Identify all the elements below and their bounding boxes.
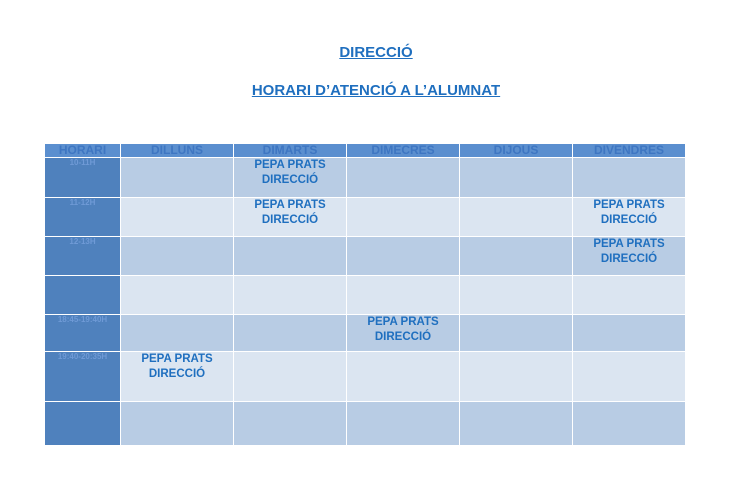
schedule-cell — [347, 198, 460, 237]
schedule-cell — [121, 402, 234, 446]
table-row — [45, 402, 686, 446]
schedule-cell — [460, 315, 573, 352]
schedule-table — [44, 143, 686, 446]
schedule-cell: PEPA PRATS DIRECCIÓ — [347, 315, 460, 352]
time-slot-cell: 10-11H — [45, 158, 121, 198]
schedule-cell — [573, 315, 686, 352]
column-header-divendres: DIVENDRES — [573, 144, 686, 158]
schedule-cell — [121, 198, 234, 237]
time-slot-cell: 12-13H — [45, 237, 121, 276]
schedule-cell — [573, 352, 686, 402]
schedule-cell: PEPA PRATS DIRECCIÓ — [234, 158, 347, 198]
schedule-cell — [347, 276, 460, 315]
schedule-cell — [460, 276, 573, 315]
time-slot-cell — [45, 276, 121, 315]
table-row — [45, 198, 686, 237]
schedule-cell — [460, 237, 573, 276]
time-slot-cell: 11-12H — [45, 198, 121, 237]
schedule-cell — [234, 237, 347, 276]
schedule-cell — [573, 158, 686, 198]
schedule-cell — [573, 402, 686, 446]
time-slot-cell — [45, 402, 121, 446]
page-subtitle: HORARI D’ATENCIÓ A L’ALUMNAT — [251, 82, 501, 99]
column-header-horari: HORARI — [45, 144, 121, 158]
schedule-cell — [573, 276, 686, 315]
table-row — [45, 158, 686, 198]
time-slot-cell: 19:40-20:35H — [45, 352, 121, 402]
time-slot-cell: 18:45-19:40H — [45, 315, 121, 352]
column-header-dimecres: DIMECRES — [347, 144, 460, 158]
schedule-cell: PEPA PRATS DIRECCIÓ — [573, 198, 686, 237]
schedule-cell — [460, 402, 573, 446]
schedule-cell — [347, 158, 460, 198]
table-row — [45, 276, 686, 315]
schedule-cell — [234, 402, 347, 446]
schedule-cell — [460, 158, 573, 198]
schedule-cell: PEPA PRATS DIRECCIÓ — [234, 198, 347, 237]
column-header-dijous: DIJOUS — [460, 144, 573, 158]
table-row — [45, 315, 686, 352]
schedule-cell — [460, 352, 573, 402]
schedule-cell — [121, 315, 234, 352]
table-row — [45, 352, 686, 402]
schedule-cell: PEPA PRATS DIRECCIÓ — [573, 237, 686, 276]
table-row — [45, 237, 686, 276]
schedule-cell — [347, 352, 460, 402]
column-header-dilluns: DILLUNS — [121, 144, 234, 158]
schedule-cell — [121, 158, 234, 198]
schedule-cell — [347, 402, 460, 446]
schedule-cell — [121, 276, 234, 315]
schedule-cell — [460, 198, 573, 237]
schedule-cell: PEPA PRATS DIRECCIÓ — [121, 352, 234, 402]
column-header-dimarts: DIMARTS — [234, 144, 347, 158]
page-title: DIRECCIÓ — [339, 44, 413, 61]
schedule-cell — [347, 237, 460, 276]
schedule-cell — [234, 352, 347, 402]
schedule-cell — [234, 276, 347, 315]
header-row — [45, 144, 686, 158]
schedule-cell — [234, 315, 347, 352]
schedule-cell — [121, 237, 234, 276]
